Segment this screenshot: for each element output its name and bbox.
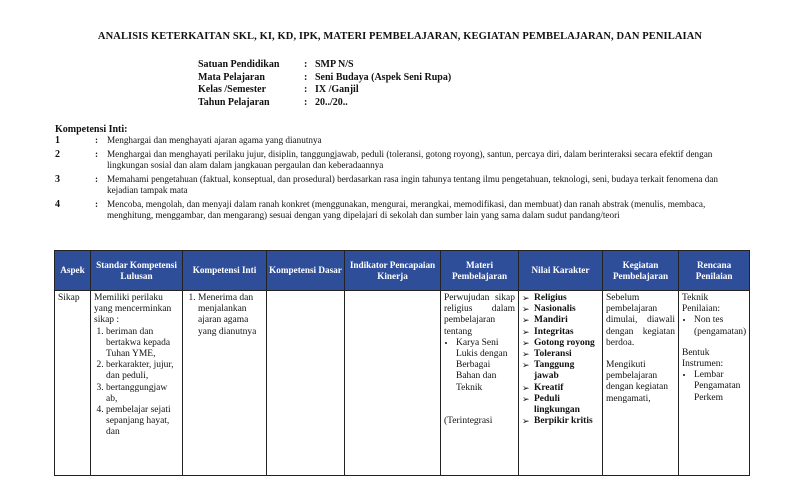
cell-karakter [519,291,603,476]
meta-label: Mata Pelajaran [198,71,265,83]
meta-colon: : [304,84,308,95]
header-skl: Standar Kompetensi Lulusan [91,251,183,291]
meta-label: Kelas /Semester [198,84,267,95]
header-ki: Kompetensi Inti [183,251,267,291]
list-item: 3. bertanggungjaw ab, [106,383,179,405]
list-item: ➢ Kreatif [522,383,599,394]
meta-value: IX /Ganjil [315,84,359,95]
list-item: ➢ Mandiri [522,315,599,326]
ki-colon: : [95,149,99,159]
header-kd: Kompetensi Dasar [267,251,345,291]
list-item: ➢ Gotong royong [522,338,599,349]
penilaian-teknik-label: Teknik Penilaian: [682,293,720,315]
header-karakter: Nilai Karakter [519,251,603,291]
list-item: ➢ Nasionalis [522,304,599,315]
meta-value: Seni Budaya (Aspek Seni Rupa) [315,71,452,83]
table-header-row [55,251,750,291]
list-item: ➢ Religius [522,293,599,304]
meta-colon: : [304,59,308,70]
list-item: ➢ Tanggung jawab [522,360,599,382]
meta-label: Tahun Pelajaran [198,96,270,108]
cell-ki [183,291,267,476]
penilaian-teknik-list [682,315,746,337]
meta-colon: : [304,96,308,108]
document-title: ANALISIS KETERKAITAN SKL, KI, KD, IPK, MATERI PEMBELAJARAN, KEGIATAN PEMBELAJARAN, DAN PENILAIAN [97,31,703,42]
cell-kd [267,291,345,476]
list-item: ➢ Toleransi [522,349,599,360]
list-item: ➢ Peduli lingkungan [522,394,599,416]
meta-row-mapel [198,72,451,85]
list-item: 1. Menerima dan menjalankan ajaran agama yang dianutnya [198,293,263,338]
cell-kegiatan [603,291,679,476]
meta-label: Satuan Pendidikan [198,59,280,70]
karakter-list [522,293,599,427]
ki-number: 3 [55,174,60,185]
kompetensi-inti-heading: Kompetensi Inti: [55,124,128,135]
header-penilaian: Rencana Penilaian [679,251,750,291]
analysis-table [54,250,750,476]
skl-intro: Memiliki perilaku yang mencerminkan sikap : [94,293,172,326]
table-row [55,291,750,476]
meta-value: 20../20.. [315,96,348,108]
ki-colon: : [95,199,99,209]
kegiatan-paragraph: Mengikuti pembelajaran dengan kegiatan mengamati, [606,360,668,404]
list-item: • Lembar Pengamatan Perkem [694,370,746,404]
ki-text: Mencoba, mengolah, dan menyaji dalam ranah konkret (menggunakan, mengurai, merangkai, memodifikasi, dan membuat) dan ranah abstrak (menulis, membaca, menghitung, menggambar, dan mengarang) sesuai dengan yang dipelajari di sekolah dan sumber lain yang sama dalam sudut pandang/teori [107,199,706,220]
cell-skl [91,291,183,476]
cell-materi [441,291,519,476]
meta-value: SMP N/S [315,59,354,70]
list-item: • Non tes (pengamatan) [694,315,746,337]
header-materi: Materi Pembelajaran [441,251,519,291]
ki-text: Memahami pengetahuan (faktual, konseptual, dan prosedural) berdasarkan rasa ingin tahunya tentang ilmu pengetahuan, teknologi, seni, budaya terkait fenomena dan kejadian tampak mata [107,174,719,195]
list-item: 4. pembelajar sejati sepanjang hayat, dan [106,405,179,439]
meta-row-kelas [198,84,451,97]
ki-number: 1 [55,135,60,146]
materi-intro: Perwujudan sikap religius dalam pembelajaran tentang [444,293,515,337]
list-item: 2. berkarakter, jujur, dan peduli, [106,360,179,382]
header-aspek: Aspek [55,251,91,291]
skl-list [94,327,179,439]
meta-row-tahun [198,97,451,110]
ki-list [186,293,263,338]
ki-number: 4 [55,199,60,210]
document-meta [198,59,451,109]
header-kegiatan: Kegiatan Pembelajaran [603,251,679,291]
penilaian-bentuk-list [682,370,746,404]
materi-list [444,338,515,394]
cell-penilaian [679,291,750,476]
ki-colon: : [95,174,99,184]
list-item: • Karya Seni Lukis dengan Berbagai Bahan dan Teknik [456,338,515,394]
ki-text: Menghargai dan menghayati perilaku jujur, disiplin, tanggungjawab, peduli (toleransi, gotong royong), santun, percaya diri, dalam berinteraksi secara efektif dengan lingkungan sosial dan alam dalam jangkauan pergaulan dan keberadaannya [107,149,713,170]
list-item: ➢ Berpikir kritis [522,416,599,427]
ki-colon: : [95,135,99,145]
header-ipk: Indikator Pencapaian Kinerja [345,251,441,291]
penilaian-bentuk-label: Bentuk Instrumen: [682,347,724,370]
materi-note: (Terintegrasi [444,415,493,426]
meta-row-satuan [198,59,451,72]
meta-colon: : [304,71,308,83]
kegiatan-paragraph: Sebelum pembelajaran dimulai, diawali dengan kegiatan berdoa. [606,293,675,348]
cell-aspek: Sikap [55,291,91,476]
ki-text: Menghargai dan menghayati ajaran agama yang dianutnya [107,135,322,145]
cell-ipk [345,291,441,476]
list-item: 1. beriman dan bertakwa kepada Tuhan YME, [106,327,179,361]
list-item: ➢ Integritas [522,327,599,338]
ki-number: 2 [55,149,60,160]
